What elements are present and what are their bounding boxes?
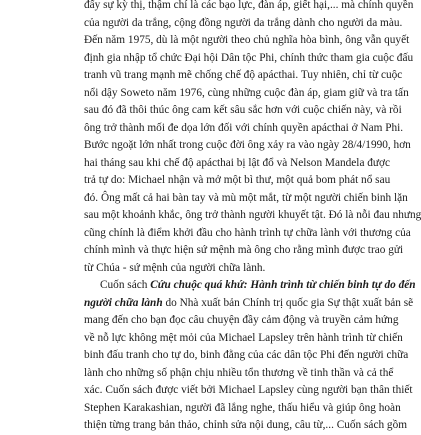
text-line: thiện từng trang bản thảo, chỉnh sửa nội dung, câu từ,... Cuốn sách gồm	[84, 419, 408, 431]
text-line: ông trở thành mối đe dọa lớn đối với chính quyền apácthai ở Nam Phi.	[84, 121, 404, 134]
text-line: nổi dậy Soweto năm 1976, cùng những cuộc đàn áp, giam giữ và tra tấn	[84, 86, 409, 99]
paragraph-2-prefix: Cuốn sách	[100, 279, 151, 291]
text-line: tranh vũ trang mạnh mẽ chống chế độ apácthai. Tuy nhiên, chỉ từ cuộc	[84, 69, 403, 81]
text-line	[84, 277, 416, 295]
text-line: Stephen Karakashian, người đã lắng nghe, thấu hiểu và giúp ông hoàn	[84, 401, 401, 414]
book-title: Cứu chuộc quá khứ: Hành trình từ chiến binh tự do đến	[150, 279, 416, 291]
text-line: Bước ngoặt lớn nhất trong cuộc đời ông xảy ra vào ngày 28/4/1990, hơn	[84, 139, 411, 151]
text-line: cũng chính là điểm khởi đầu cho hành trình tự chữa lành với thương của	[84, 226, 411, 239]
paragraph-2	[84, 277, 416, 435]
text-line: hai tháng sau khi chế độ apácthai bị lật đổ và Nelson Mandela được	[84, 156, 391, 169]
text-line: sau một khoảnh khắc, ông trở thành người khuyết tật. Đó là nỗi đau nhưng	[84, 209, 421, 221]
paragraph-1	[84, 0, 421, 277]
text-line: lành cho những số phận chịu nhiều tổn thương về tinh thần và cả thể	[84, 366, 394, 379]
text-line: của người da trắng, cộng đồng người da trắng dành cho người da màu.	[84, 16, 403, 29]
text-line: định gia nhập tổ chức Đại hội Dân tộc Phi, chính thức tham gia cuộc đấu	[84, 51, 414, 64]
text-line: đấy sự kỳ thị, thậm chí là các bạo lực, đàn áp, giết hại,... mà chính quyền	[84, 0, 414, 11]
text-line: đó. Ông mất cả hai bàn tay và mù một mắt, từ một người chiến binh lặn	[84, 191, 408, 204]
text-line: binh đấu tranh cho tự do, binh đằng của các dân tộc Phi đến người chữa	[84, 349, 409, 361]
text-line: sau đó đã thôi thúc ông cam kết sâu sắc hơn với cuộc chiến này, và rồi	[84, 104, 402, 116]
text-line: trả tự do: Michael nhận và mở một bì thư, một quả bom phát nổ sau	[84, 174, 391, 186]
text-line: chính mình và thực hiện sứ mệnh mà ông cho rằng mình được trao gửi	[84, 244, 404, 256]
text-line: mang đến cho bạn đọc câu chuyện đầy cảm động và truyền cảm hứng	[84, 314, 399, 326]
publisher-note: do Nhà xuất bản Chính trị quốc gia Sự thật xuất bản sẽ	[162, 296, 414, 309]
book-title-continued: người chữa lành	[84, 296, 163, 309]
text-line: xác. Cuốn sách được viết bởi Michael Lapsley cùng người bạn thân thiết	[84, 384, 413, 396]
text-line	[84, 295, 414, 313]
body-text	[84, 0, 421, 435]
text-line: Đến năm 1975, dù là một người theo chủ nghĩa hòa bình, ông vẫn quyết	[84, 34, 410, 46]
text-line: từ Chúa - sứ mệnh của người chữa lành.	[84, 261, 266, 274]
text-line: về nỗ lực không mệt mỏi của Michael Lapsley trên hành trình từ chiến	[84, 331, 403, 344]
